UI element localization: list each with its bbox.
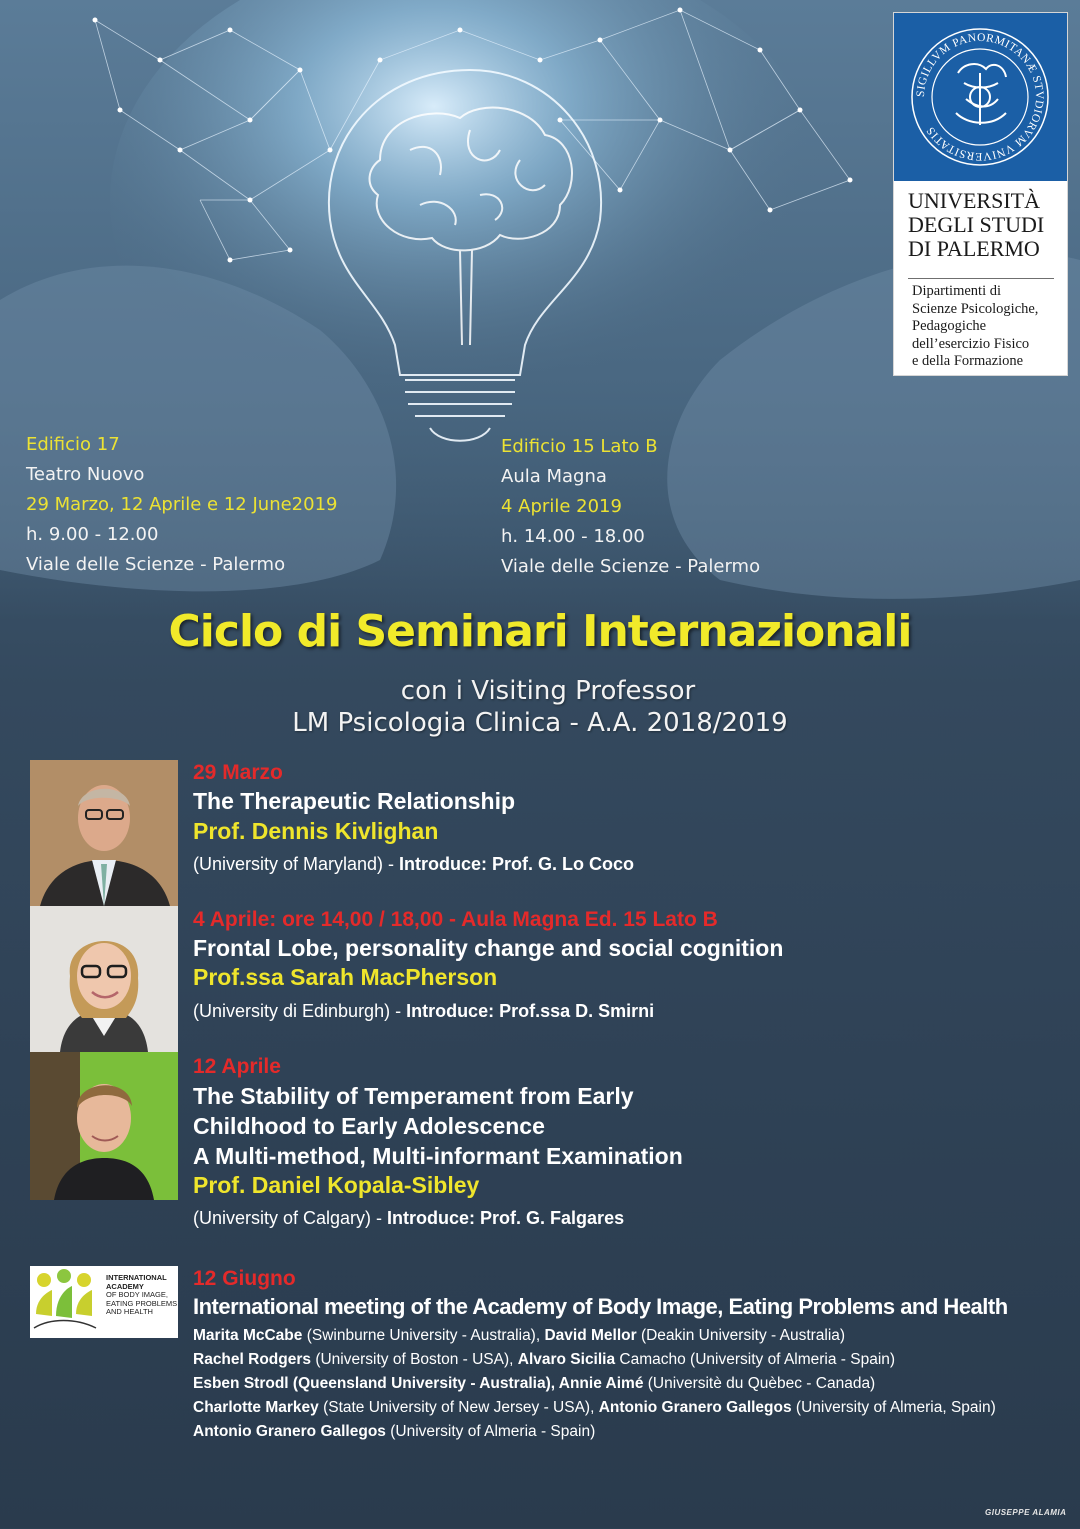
university-name-line: UNIVERSITÀ: [908, 188, 1040, 213]
subtitle-course: LM Psicologia Clinica - A.A. 2018/2019: [292, 708, 788, 738]
seminar-introducer: Introduce: Prof. G. Falgares: [387, 1208, 625, 1228]
participant-affiliation: (State University of New Jersey - USA),: [318, 1399, 599, 1416]
portrait-woman-icon: [30, 906, 178, 1052]
university-logo: [893, 12, 1068, 376]
seminar-title-line: The Stability of Temperament from Early: [193, 1083, 634, 1109]
venue-building: Edificio 15 Lato B: [501, 436, 658, 457]
seminar-speaker: Prof. Dennis Kivlighan: [193, 818, 439, 844]
academy-logo-line: AND HEALTH: [106, 1307, 153, 1317]
seminar-title: [193, 933, 783, 963]
participant-affiliation: (University of Boston - USA),: [311, 1351, 518, 1368]
speaker-photo-macpherson: [30, 906, 178, 1052]
venue-address: Viale delle Scienze - Palermo: [501, 556, 761, 577]
seminar-title-line: A Multi-method, Multi-informant Examination: [193, 1143, 683, 1169]
seminar-title: [193, 1081, 683, 1171]
venue-info-left: [26, 430, 337, 580]
participant-row: [193, 1396, 996, 1420]
meeting-date: 12 Giugno: [193, 1267, 296, 1290]
academy-logo: [30, 1266, 178, 1338]
venue-info-right: [501, 432, 760, 582]
department-line: Scienze Psicologiche,: [912, 300, 1039, 317]
venue-dates: 4 Aprile 2019: [501, 496, 622, 517]
department-line: dell’esercizio Fisico: [912, 335, 1030, 352]
university-seal: [894, 13, 1067, 181]
participant-row: [193, 1372, 996, 1396]
venue-building: Edificio 17: [26, 434, 120, 455]
speaker-photo-kivlighan: [30, 760, 178, 906]
seminar-title-line: Childhood to Early Adolescence: [193, 1113, 545, 1139]
seminar-date: 29 Marzo: [193, 761, 283, 784]
seminar-title: [193, 786, 515, 816]
academy-figures-icon: [30, 1266, 100, 1338]
portrait-man-icon: [30, 1052, 178, 1200]
venue-room: Teatro Nuovo: [26, 464, 145, 485]
seminar-affiliation: (University di Edinburgh): [193, 1001, 391, 1021]
participant-name: Esben Strodl (Queensland University - Australia), Annie Aimé: [193, 1375, 644, 1392]
participant-row: [193, 1420, 996, 1444]
seminar-introducer: Introduce: Prof.ssa D. Smirni: [406, 1001, 655, 1021]
seminar-date: 4 Aprile: ore 14,00 / 18,00 - Aula Magna Ed. 15 Lato B: [193, 908, 718, 931]
series-title: Ciclo di Seminari Internazionali: [168, 606, 912, 657]
academy-logo-line: OF BODY IMAGE,: [106, 1290, 168, 1300]
participant-name: Alvaro Sicilia: [517, 1351, 616, 1368]
seminar-affiliation: (University of Calgary): [193, 1208, 372, 1228]
venue-address: Viale delle Scienze - Palermo: [26, 554, 286, 575]
academy-logo-line: INTERNATIONAL: [106, 1273, 167, 1282]
seal-emblem-icon: [894, 13, 1067, 181]
participant-name: Marita McCabe: [193, 1327, 303, 1344]
seminar-title-line: The Therapeutic Relationship: [193, 788, 516, 814]
venue-hours: h. 14.00 - 18.00: [501, 526, 645, 547]
participant-name: Antonio Granero Gallegos: [193, 1423, 386, 1440]
department-line: Dipartimenti di: [912, 283, 1001, 299]
seminar-introducer: Introduce: Prof. G. Lo Coco: [399, 854, 635, 874]
seal-text: SIGILLVM PANORMITANÆ STVDIORVM VNIVERSITATIS: [914, 31, 1046, 163]
academy-logo-text: [106, 1274, 177, 1317]
university-name-line: DEGLI STUDI: [908, 212, 1045, 237]
seminar-title-line: Frontal Lobe, personality change and social cognition: [193, 935, 784, 961]
academy-logo-line: ACADEMY: [106, 1281, 144, 1291]
participant-affiliation: (University of Almeria - Spain): [385, 1423, 596, 1440]
portrait-man-icon: [30, 760, 178, 906]
participant-affiliation: (Swinburne University - Australia),: [302, 1327, 545, 1344]
venue-dates: 29 Marzo, 12 Aprile e 12 June2019: [26, 494, 338, 515]
participant-row: [193, 1348, 996, 1372]
participant-affiliation: (Deakin University - Australia): [636, 1327, 846, 1344]
designer-credit: GIUSEPPE ALAMIA: [985, 1508, 1067, 1517]
logo-divider: [908, 278, 1054, 279]
participant-affiliation: (Universitè du Quèbec - Canada): [643, 1375, 876, 1392]
participant-name: Antonio Granero Gallegos: [598, 1399, 792, 1416]
participant-row: [193, 1324, 996, 1348]
subtitle-visiting-professor: con i Visiting Professor: [400, 676, 696, 706]
participant-affiliation: (University of Almeria, Spain): [791, 1399, 996, 1416]
seminar-speaker: Prof.ssa Sarah MacPherson: [193, 964, 498, 990]
venue-room: Aula Magna: [501, 466, 607, 487]
participant-affiliation: Camacho (University of Almeria - Spain): [615, 1351, 896, 1368]
speaker-photo-kopala-sibley: [30, 1052, 178, 1200]
department-line: Pedagogiche: [912, 318, 987, 334]
department-line: e della Formazione: [912, 353, 1024, 369]
department-name: [912, 283, 1064, 371]
seminar-date: 12 Aprile: [193, 1055, 281, 1078]
participant-name: David Mellor: [544, 1327, 637, 1344]
meeting-participants: [193, 1324, 996, 1444]
university-name-line: DI PALERMO: [908, 236, 1040, 261]
participant-name: Charlotte Markey: [193, 1399, 319, 1416]
seminar-meta: (University of Maryland) - Introduce: Prof. G. Lo Coco: [193, 854, 635, 874]
seminar-meta: (University di Edinburgh) - Introduce: Prof.ssa D. Smirni: [193, 1001, 655, 1021]
seminar-meta: (University of Calgary) - Introduce: Prof. G. Falgares: [193, 1208, 625, 1228]
venue-hours: h. 9.00 - 12.00: [26, 524, 159, 545]
meeting-title: International meeting of the Academy of Body Image, Eating Problems and Health: [193, 1294, 1008, 1319]
academy-logo-line: EATING PROBLEMS: [106, 1298, 178, 1308]
university-name: [908, 189, 1058, 261]
participant-name: Rachel Rodgers: [193, 1351, 312, 1368]
seminar-affiliation: (University of Maryland): [193, 854, 384, 874]
seminar-speaker: Prof. Daniel Kopala-Sibley: [193, 1172, 480, 1198]
